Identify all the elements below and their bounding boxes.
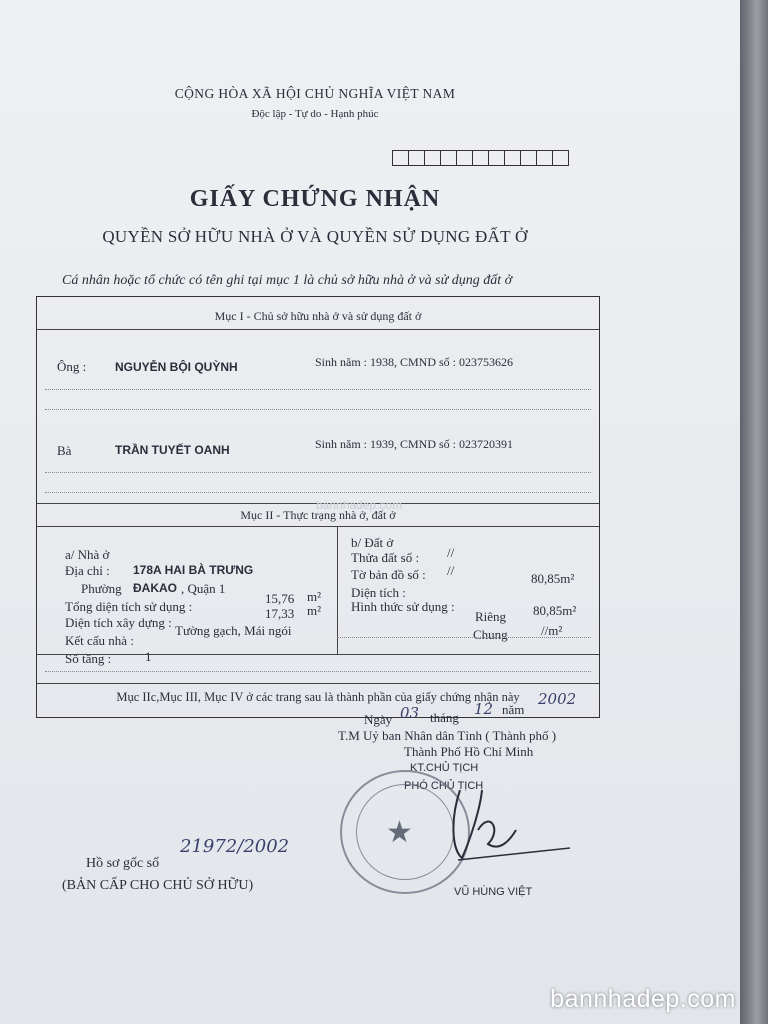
date-month-label: tháng [430, 710, 459, 725]
total-area-unit: m² [307, 589, 322, 604]
address-label: Địa chỉ : [65, 563, 110, 578]
plot-label: Thửa đất số : [351, 550, 420, 565]
shared-value: //m² [541, 623, 563, 638]
built-area-unit: m² [307, 603, 322, 618]
shared-label: Chung [473, 627, 508, 642]
date-month: 12 [474, 700, 494, 718]
map-value: // [447, 563, 455, 578]
total-area-label: Tổng diện tích sử dụng : [65, 599, 193, 614]
date-day: 03 [400, 704, 420, 722]
serial-number-boxes [392, 150, 568, 166]
authority-line1: T.M Uỷ ban Nhân dân Tỉnh ( Thành phố ) [338, 728, 557, 743]
seal-emblem-icon: ★ [386, 816, 413, 849]
ward-label: Phường [81, 581, 122, 596]
signature [440, 770, 580, 880]
house-heading: a/ Nhà ở [65, 547, 110, 562]
footer-note: Mục IIc,Mục III, Mục IV ở các trang sau là thành phần của giấy chứng nhận này [116, 690, 520, 704]
floors-value: 1 [145, 649, 152, 664]
record-number: 21972/2002 [180, 836, 290, 857]
ward-value: ĐAKAO [133, 581, 177, 595]
owner2-info: Sinh năm : 1939, CMND số : 023720391 [315, 437, 514, 451]
role-line1: KT.CHỦ TỊCH [410, 762, 479, 774]
plot-value: // [447, 545, 455, 560]
signer-name: VŨ HÙNG VIỆT [454, 886, 533, 898]
built-area-value: 17,33 [265, 606, 295, 621]
total-area-value: 15,76 [265, 591, 295, 606]
usage-label: Hình thức sử dụng : [351, 599, 455, 614]
owner2-prefix: Bà [57, 443, 72, 458]
private-value: 80,85m² [533, 603, 577, 618]
authority-line2: Thành Phố Hồ Chí Minh [404, 744, 534, 759]
land-area-value: 80,85m² [531, 571, 575, 586]
owner1-info: Sinh năm : 1938, CMND số : 023753626 [315, 355, 514, 369]
intro-text: Cá nhân hoặc tổ chức có tên ghi tại mục 1 là chủ sở hữu nhà ở và sử dụng đất ở [62, 273, 513, 288]
motto: Độc lập - Tự do - Hạnh phúc [251, 108, 379, 120]
date-year-label: năm [502, 702, 525, 717]
faint-watermark: bannhadep.com [316, 498, 403, 512]
owner1-name: NGUYỄN BỘI QUỲNH [115, 360, 238, 374]
private-label: Riêng [475, 609, 507, 624]
document-subtitle: QUYỀN SỞ HỮU NHÀ Ở VÀ QUYỀN SỬ DỤNG ĐẤT Ở [102, 227, 528, 246]
built-area-label: Diện tích xây dựng : [65, 615, 172, 630]
date-year: 2002 [538, 690, 577, 708]
land-area-label: Diện tích : [351, 585, 406, 600]
section1-heading: Mục I - Chủ sở hữu nhà ở và sử dụng đất ở [214, 309, 422, 323]
copy-note: (BẢN CẤP CHO CHỦ SỞ HỮU) [62, 878, 254, 893]
district: , Quận 1 [181, 581, 226, 596]
date-prefix: Ngày [364, 712, 393, 727]
nation-header: CỘNG HÒA XÃ HỘI CHỦ NGHĨA VIỆT NAM [174, 86, 456, 101]
structure-value: Tường gạch, Mái ngói [175, 623, 292, 638]
page-edge [740, 0, 768, 1024]
floors-label: Số tầng : [65, 651, 112, 666]
watermark: bannhadep.com [550, 985, 736, 1013]
role-line2: PHÓ CHỦ TỊCH [404, 780, 484, 792]
structure-label: Kết cấu nhà : [65, 633, 134, 648]
section2-heading: Mục II - Thực trạng nhà ở, đất ở [240, 508, 396, 522]
record-label: Hồ sơ gốc số [86, 856, 160, 871]
document-title: GIẤY CHỨNG NHẬN [189, 186, 441, 212]
owner1-prefix: Ông : [57, 359, 87, 374]
address-value: 178A HAI BÀ TRƯNG [133, 563, 254, 577]
owner2-name: TRẦN TUYẾT OANH [115, 443, 230, 457]
land-heading: b/ Đất ở [351, 535, 394, 550]
map-label: Tờ bản đồ số : [351, 567, 426, 582]
